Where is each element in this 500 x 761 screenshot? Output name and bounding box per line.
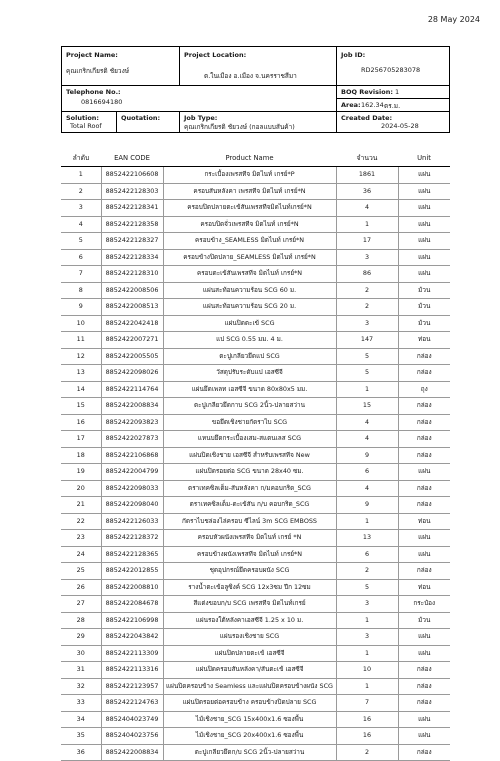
cell-no: 10: [61, 315, 101, 332]
info-row-job: [62, 112, 449, 132]
cell-qty: 3: [336, 249, 398, 266]
cell-product-name: ตะปูเกลียวยึดกาบ SCG 2นิ้ว-ปลายสว่าน: [163, 398, 336, 415]
table-row: [61, 414, 450, 431]
cell-ean: 8852422084678: [101, 596, 163, 613]
cell-no: 23: [61, 530, 101, 547]
cell-product-name: แหนบยึดกระเบื้องเสม-สแตนเลส SCG: [163, 431, 336, 448]
area-value: 162.34: [361, 101, 384, 109]
job-type-label: Job Type:: [184, 114, 218, 122]
project-name-label: Project Name:: [66, 51, 118, 59]
cell-unit: กล่อง: [398, 695, 450, 712]
cell-product-name: แผ่นปิดครอบข้าง Seamless และแผ่นปิดครอบข้างผนัง SCG: [163, 678, 336, 695]
cell-qty: 1: [336, 381, 398, 398]
table-row: [61, 711, 450, 728]
table-row: [61, 695, 450, 712]
col-header-product: Product Name: [163, 149, 336, 167]
job-type-cell: [179, 112, 336, 132]
cell-ean: 8852422128372: [101, 530, 163, 547]
cell-product-name: กระเบื้องเพรสทีจ มิตไนท์ เกรย์*P: [163, 167, 336, 184]
document-date: 28 May 2024: [427, 15, 480, 24]
cell-no: 36: [61, 744, 101, 761]
cell-qty: 1: [336, 678, 398, 695]
cell-product-name: ครอบปิดปลายตะเข้สันเพรสทีจมิดไนท์เกรย์*N: [163, 200, 336, 217]
table-row: [61, 216, 450, 233]
project-location-label: Project Location:: [184, 51, 247, 59]
table-row: [61, 579, 450, 596]
cell-no: 13: [61, 365, 101, 382]
cell-qty: 86: [336, 266, 398, 283]
cell-product-name: แป SCG 0.55 มม. 4 ม.: [163, 332, 336, 349]
cell-no: 16: [61, 414, 101, 431]
cell-no: 29: [61, 629, 101, 646]
telephone-value: 0816694180: [81, 98, 123, 106]
cell-ean: 8852422113309: [101, 645, 163, 662]
cell-no: 22: [61, 513, 101, 530]
boq-revision-label: BOQ Revision:: [341, 88, 393, 96]
table-row: [61, 365, 450, 382]
cell-ean: 8852404023749: [101, 711, 163, 728]
table-row: [61, 431, 450, 448]
cell-no: 33: [61, 695, 101, 712]
table-row: [61, 282, 450, 299]
cell-unit: แผ่น: [398, 183, 450, 200]
cell-no: 8: [61, 282, 101, 299]
cell-ean: 8852422128365: [101, 546, 163, 563]
cell-product-name: ครอบข้าง_SEAMLESS มิตไนท์ เกรย์*N: [163, 233, 336, 250]
cell-unit: กล่อง: [398, 365, 450, 382]
cell-unit: กล่อง: [398, 563, 450, 580]
cell-ean: 8852422042418: [101, 315, 163, 332]
cell-product-name: ครอบสันหลังคา เพรสทีจ มิตไนท์ เกรย์*N: [163, 183, 336, 200]
cell-product-name: แผ่นปิดรอยต่อครอบข้าง ครอบข้างปิดปลาย SCG: [163, 695, 336, 712]
cell-product-name: ไม้เชิงชาย_SCG 20x400x1.6 ซองพื้น: [163, 728, 336, 745]
table-row: [61, 629, 450, 646]
cell-no: 1: [61, 167, 101, 184]
table-row: [61, 315, 450, 332]
cell-no: 6: [61, 249, 101, 266]
table-row: [61, 464, 450, 481]
cell-ean: 8852422128341: [101, 200, 163, 217]
cell-product-name: ครอบปิดจั่วเพรสทีจ มิตไนท์ เกรย์*N: [163, 216, 336, 233]
cell-product-name: แผ่นปิดเชิงชาย เอสซีจี สำหรับเพรสทีจ New: [163, 447, 336, 464]
cell-no: 4: [61, 216, 101, 233]
cell-ean: 8852422126033: [101, 513, 163, 530]
cell-qty: 4: [336, 200, 398, 217]
cell-ean: 8852422043842: [101, 629, 163, 646]
cell-no: 25: [61, 563, 101, 580]
cell-no: 32: [61, 678, 101, 695]
cell-qty: 4: [336, 431, 398, 448]
cell-product-name: ตะปูเกลียวยึดก/บ SCG 2นิ้ว-ปลายสว่าน: [163, 744, 336, 761]
cell-product-name: รางน้ำตะเข้อลูซิงค์ SCG 12x3ซม ปีก 12ซม: [163, 579, 336, 596]
cell-qty: 13: [336, 530, 398, 547]
cell-unit: ท่อน: [398, 579, 450, 596]
cell-ean: 8852422113316: [101, 662, 163, 679]
cell-product-name: แผ่นสะท้อนความร้อน SCG 60 ม.: [163, 282, 336, 299]
cell-no: 30: [61, 645, 101, 662]
project-location-cell: [179, 47, 336, 85]
table-row: [61, 200, 450, 217]
cell-qty: 6: [336, 464, 398, 481]
quotation-cell: [116, 112, 179, 132]
cell-no: 9: [61, 299, 101, 316]
cell-unit: กล่อง: [398, 398, 450, 415]
cell-no: 21: [61, 497, 101, 514]
cell-unit: ท่อน: [398, 332, 450, 349]
job-id-value: RD256705283078: [361, 66, 421, 74]
cell-product-name: แผ่นรองใต้หลังคาเอสซีจี 1.25 x 10 ม.: [163, 612, 336, 629]
cell-unit: กระป๋อง: [398, 596, 450, 613]
cell-no: 17: [61, 431, 101, 448]
cell-no: 3: [61, 200, 101, 217]
table-row: [61, 183, 450, 200]
table-row: [61, 249, 450, 266]
cell-unit: แผ่น: [398, 216, 450, 233]
cell-qty: 3: [336, 315, 398, 332]
cell-ean: 8852422114764: [101, 381, 163, 398]
cell-ean: 8852422008513: [101, 299, 163, 316]
table-row: [61, 596, 450, 613]
table-row: [61, 662, 450, 679]
cell-no: 20: [61, 480, 101, 497]
cell-unit: แผ่น: [398, 464, 450, 481]
created-date-value: 2024-05-28: [381, 122, 419, 130]
cell-product-name: ครอบข้างผนังเพรสทีจ มิตไนท์ เกรย์*N: [163, 546, 336, 563]
cell-qty: 7: [336, 695, 398, 712]
cell-unit: กล่อง: [398, 447, 450, 464]
solution-value: Total Roof: [70, 122, 102, 130]
cell-qty: 10: [336, 662, 398, 679]
cell-ean: 8852422128334: [101, 249, 163, 266]
cell-ean: 8852422106868: [101, 447, 163, 464]
cell-product-name: ตราเทคซิลเต็ม-ตะเข้สัน ก/บ คอบกริด_SCG: [163, 497, 336, 514]
quotation-label: Quotation:: [121, 114, 161, 122]
telephone-cell: [62, 86, 336, 111]
table-row: [61, 530, 450, 547]
cell-unit: ม้วน: [398, 299, 450, 316]
cell-product-name: ครอบข้างปิดปลาย_SEAMLESS มิตไนท์ เกรย์*N: [163, 249, 336, 266]
cell-ean: 8852422027873: [101, 431, 163, 448]
cell-unit: แผ่น: [398, 728, 450, 745]
cell-unit: แผ่น: [398, 249, 450, 266]
solution-label: Solution:: [66, 114, 100, 122]
cell-qty: 1861: [336, 167, 398, 184]
cell-unit: กล่อง: [398, 497, 450, 514]
cell-ean: 8852422128310: [101, 266, 163, 283]
cell-ean: 8852422128358: [101, 216, 163, 233]
cell-unit: แผ่น: [398, 233, 450, 250]
table-row: [61, 381, 450, 398]
cell-qty: 4: [336, 414, 398, 431]
area-unit: ตร.ม.: [384, 102, 401, 110]
job-type-value: คุณเกริกเกียรติ ชัยวงษ์ (กอลแบบสันค้า): [184, 123, 295, 131]
table-row: [61, 167, 450, 184]
project-info-box: [61, 46, 450, 133]
cell-ean: 8852422008834: [101, 744, 163, 761]
col-header-qty: จำนวน: [336, 149, 398, 167]
cell-no: 14: [61, 381, 101, 398]
cell-product-name: แผ่นยึดเพลท เอสซีจี ขนาด 80x80x5 มม.: [163, 381, 336, 398]
cell-product-name: แผ่นปิดรอยต่อ SCG ขนาด 28x40 ซม.: [163, 464, 336, 481]
cell-qty: 2: [336, 282, 398, 299]
table-row: [61, 332, 450, 349]
cell-qty: 3: [336, 596, 398, 613]
boq-area-divider: [337, 98, 449, 99]
cell-product-name: ครอบตะเข้สันเพรสทีจ มิตไนท์ เกรย์*N: [163, 266, 336, 283]
cell-qty: 5: [336, 348, 398, 365]
cell-ean: 8852422008506: [101, 282, 163, 299]
boq-area-cell: [336, 86, 449, 111]
job-id-label: Job ID:: [341, 51, 366, 59]
cell-unit: แผ่น: [398, 200, 450, 217]
area-label: Area:: [341, 101, 361, 109]
cell-no: 34: [61, 711, 101, 728]
cell-no: 26: [61, 579, 101, 596]
cell-unit: แผ่น: [398, 629, 450, 646]
table-row: [61, 612, 450, 629]
cell-no: 11: [61, 332, 101, 349]
cell-qty: 15: [336, 398, 398, 415]
cell-qty: 16: [336, 728, 398, 745]
col-header-ean: EAN CODE: [101, 149, 163, 167]
cell-no: 19: [61, 464, 101, 481]
table-row: [61, 645, 450, 662]
cell-qty: 1: [336, 645, 398, 662]
cell-no: 18: [61, 447, 101, 464]
cell-no: 5: [61, 233, 101, 250]
cell-no: 15: [61, 398, 101, 415]
cell-qty: 2: [336, 299, 398, 316]
table-row: [61, 233, 450, 250]
cell-unit: กล่อง: [398, 348, 450, 365]
cell-unit: ท่อน: [398, 513, 450, 530]
cell-ean: 8852422128303: [101, 183, 163, 200]
cell-unit: แผ่น: [398, 711, 450, 728]
cell-ean: 8852422106608: [101, 167, 163, 184]
cell-qty: 3: [336, 629, 398, 646]
table-row: [61, 744, 450, 761]
cell-unit: แผ่น: [398, 266, 450, 283]
table-row: [61, 728, 450, 745]
cell-ean: 8852422106998: [101, 612, 163, 629]
cell-unit: กล่อง: [398, 678, 450, 695]
cell-unit: ม้วน: [398, 315, 450, 332]
cell-qty: 1: [336, 513, 398, 530]
cell-ean: 8852422098033: [101, 480, 163, 497]
cell-no: 2: [61, 183, 101, 200]
cell-qty: 4: [336, 480, 398, 497]
job-id-cell: [336, 47, 449, 85]
cell-unit: ถุง: [398, 381, 450, 398]
cell-unit: แผ่น: [398, 167, 450, 184]
cell-product-name: ตราเทคซิลเต็ม-สันหลังคา ก/มคอบกริด_SCG: [163, 480, 336, 497]
table-row: [61, 678, 450, 695]
cell-qty: 16: [336, 711, 398, 728]
col-header-unit: Unit: [398, 149, 450, 167]
cell-product-name: แผ่นสะท้อนความร้อน SCG 20 ม.: [163, 299, 336, 316]
cell-qty: 1: [336, 612, 398, 629]
cell-unit: กล่อง: [398, 431, 450, 448]
cell-product-name: แผ่นรองเชิงชาย SCG: [163, 629, 336, 646]
cell-unit: แผ่น: [398, 645, 450, 662]
cell-ean: 8852422007271: [101, 332, 163, 349]
cell-product-name: ตะปูเกลียวยึดแป SCG: [163, 348, 336, 365]
table-row: [61, 546, 450, 563]
table-row: [61, 398, 450, 415]
cell-product-name: แผ่นปิดตะเข้ SCG: [163, 315, 336, 332]
cell-unit: ม้วน: [398, 612, 450, 629]
cell-ean: 8852422093823: [101, 414, 163, 431]
cell-qty: 17: [336, 233, 398, 250]
cell-ean: 8852422008834: [101, 398, 163, 415]
created-date-label: Created Date:: [341, 114, 393, 122]
cell-unit: แผ่น: [398, 546, 450, 563]
cell-no: 24: [61, 546, 101, 563]
cell-ean: 8852404023756: [101, 728, 163, 745]
cell-qty: 9: [336, 447, 398, 464]
cell-no: 27: [61, 596, 101, 613]
cell-no: 12: [61, 348, 101, 365]
cell-unit: กล่อง: [398, 662, 450, 679]
cell-no: 35: [61, 728, 101, 745]
project-name-cell: [62, 47, 179, 85]
cell-ean: 8852422098040: [101, 497, 163, 514]
cell-ean: 8852422123957: [101, 678, 163, 695]
cell-unit: กล่อง: [398, 414, 450, 431]
info-row-contact: [62, 86, 449, 112]
cell-product-name: แผ่นปิดครอบสันหลังคา/สันตะเข้ เอสซีจี: [163, 662, 336, 679]
cell-ean: 8852422128327: [101, 233, 163, 250]
table-row: [61, 348, 450, 365]
project-location-value: ต.ในเมือง อ.เมือง จ.นครราชสีมา: [204, 72, 297, 80]
table-row: [61, 513, 450, 530]
cell-qty: 147: [336, 332, 398, 349]
cell-product-name: ครอบหัวผนังเพรสทีจ มิตไนท์ เกรย์ *N: [163, 530, 336, 547]
table-row: [61, 563, 450, 580]
table-row: [61, 497, 450, 514]
cell-ean: 8852422098026: [101, 365, 163, 382]
product-table: [61, 149, 450, 761]
col-header-no: ลำดับ: [61, 149, 101, 167]
cell-qty: 1: [336, 216, 398, 233]
solution-cell: [62, 112, 116, 132]
cell-qty: 6: [336, 546, 398, 563]
cell-product-name: ไม้เชิงชาย_SCG 15x400x1.6 ซองพื้น: [163, 711, 336, 728]
cell-unit: กล่อง: [398, 480, 450, 497]
cell-unit: ม้วน: [398, 282, 450, 299]
cell-product-name: วัสดุปรับระดับแป เอสซีจี: [163, 365, 336, 382]
info-row-project: [62, 47, 449, 86]
cell-qty: 5: [336, 365, 398, 382]
table-row: [61, 266, 450, 283]
table-row: [61, 299, 450, 316]
cell-product-name: สีแต่งขอบก/บ SCG เพรสทีจ มิดไนท์เกรย์: [163, 596, 336, 613]
cell-product-name: แผ่นปิดปลายตะเข้ เอสซีจี: [163, 645, 336, 662]
cell-qty: 9: [336, 497, 398, 514]
cell-unit: แผ่น: [398, 530, 450, 547]
cell-no: 7: [61, 266, 101, 283]
cell-ean: 8852422012855: [101, 563, 163, 580]
created-date-cell: [336, 112, 449, 132]
table-row: [61, 447, 450, 464]
cell-qty: 36: [336, 183, 398, 200]
cell-ean: 8852422005505: [101, 348, 163, 365]
cell-qty: 5: [336, 579, 398, 596]
cell-ean: 8852422008810: [101, 579, 163, 596]
cell-qty: 2: [336, 744, 398, 761]
cell-product-name: ชุดอุปกรณ์ยึดครอบผนัง SCG: [163, 563, 336, 580]
cell-ean: 8852422004799: [101, 464, 163, 481]
cell-qty: 2: [336, 563, 398, 580]
table-body: [61, 167, 450, 761]
cell-ean: 8852422124763: [101, 695, 163, 712]
boq-revision-value: 1: [395, 88, 400, 96]
cell-no: 31: [61, 662, 101, 679]
cell-unit: กล่อง: [398, 744, 450, 761]
table-row: [61, 480, 450, 497]
cell-no: 28: [61, 612, 101, 629]
cell-product-name: ขอยึดเชิงชายกัดราไบ SCG: [163, 414, 336, 431]
cell-product-name: กัดราไบชล่องไล่ครอบ ซีไลน์ 3m SCG EMBOSS: [163, 513, 336, 530]
table-header-row: [61, 149, 450, 167]
project-name-value: คุณเกริกเกียรติ ชัยวงษ์: [66, 67, 130, 75]
telephone-label: Telephone No.:: [66, 88, 121, 96]
